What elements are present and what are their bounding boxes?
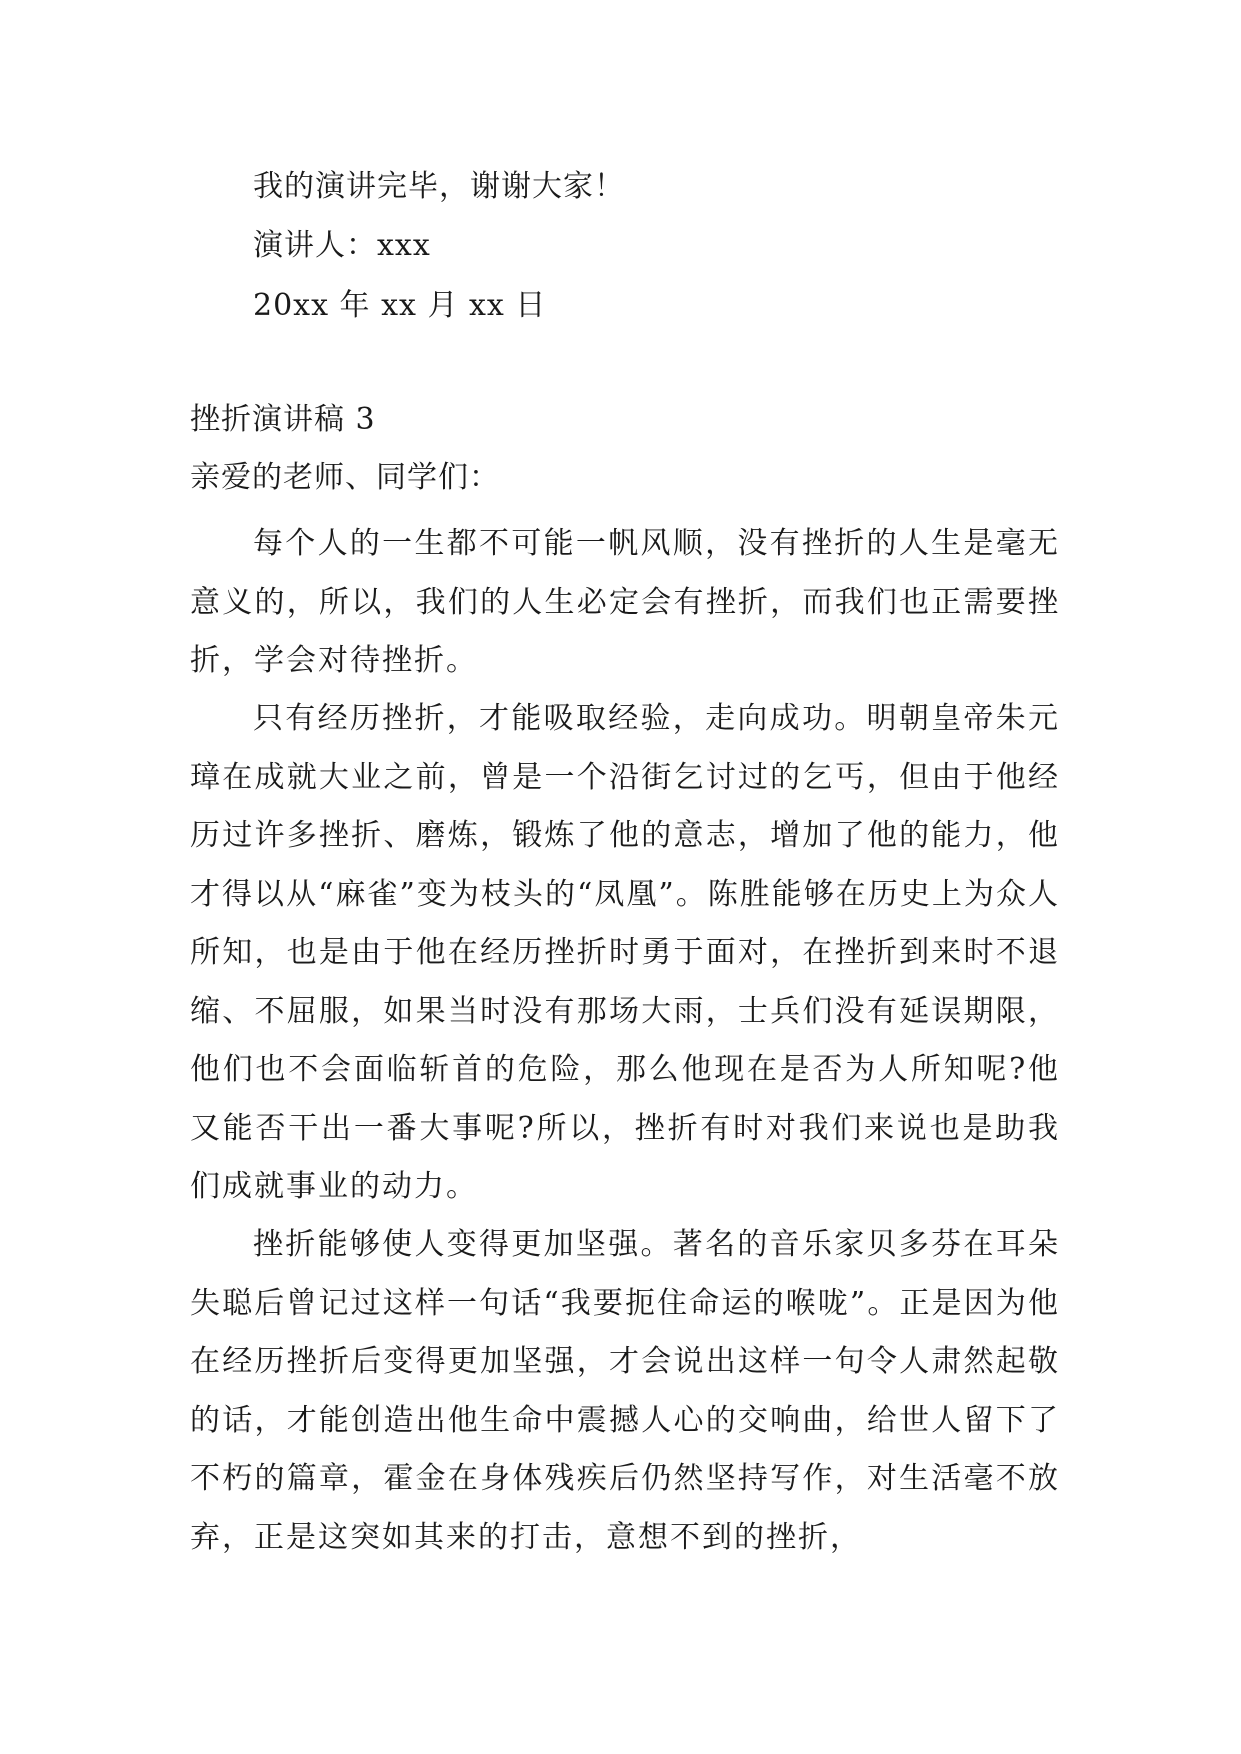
salutation: 亲爱的老师、同学们：: [190, 460, 500, 495]
section-title: 挫折演讲稿 3: [190, 402, 376, 437]
body-paragraph: 挫折能够使人变得更加坚强。著名的音乐家贝多芬在耳朵失聪后曾记过这样一句话“我要扼住命运的喉咙”。正是因为他在经历挫折后变得更加坚强，才会说出这样一句令人肃然起敬的话，才能创造出他生命中震撼人心的交响曲，给世人留下了不朽的篇章，霍金在身体残疾后仍然坚持写作，对生活毫不放弃，正是这突如其来的打击，意想不到的挫折，: [190, 1227, 1060, 1555]
body-paragraph: 每个人的一生都不可能一帆风顺，没有挫折的人生是毫无意义的，所以，我们的人生必定会有挫折，而我们也正需要挫折，学会对待挫折。: [190, 526, 1060, 678]
date-line: 20xx 年 xx 月 xx 日: [253, 288, 547, 323]
speaker-line: 演讲人：xxx: [253, 228, 431, 263]
closing-thanks: 我的演讲完毕，谢谢大家！: [253, 169, 625, 204]
body-paragraph: 只有经历挫折，才能吸取经验，走向成功。明朝皇帝朱元璋在成就大业之前，曾是一个沿街乞讨过的乞丐，但由于他经历过许多挫折、磨炼，锻炼了他的意志，增加了他的能力，他才得以从“麻雀”变为枝头的“凤凰”。陈胜能够在历史上为众人所知，也是由于他在经历挫折时勇于面对，在挫折到来时不退缩、不屈服，如果当时没有那场大雨，士兵们没有延误期限，他们也不会面临斩首的危险，那么他现在是否为人所知呢?他又能否干出一番大事呢?所以，挫折有时对我们来说也是助我们成就事业的动力。: [190, 701, 1060, 1204]
